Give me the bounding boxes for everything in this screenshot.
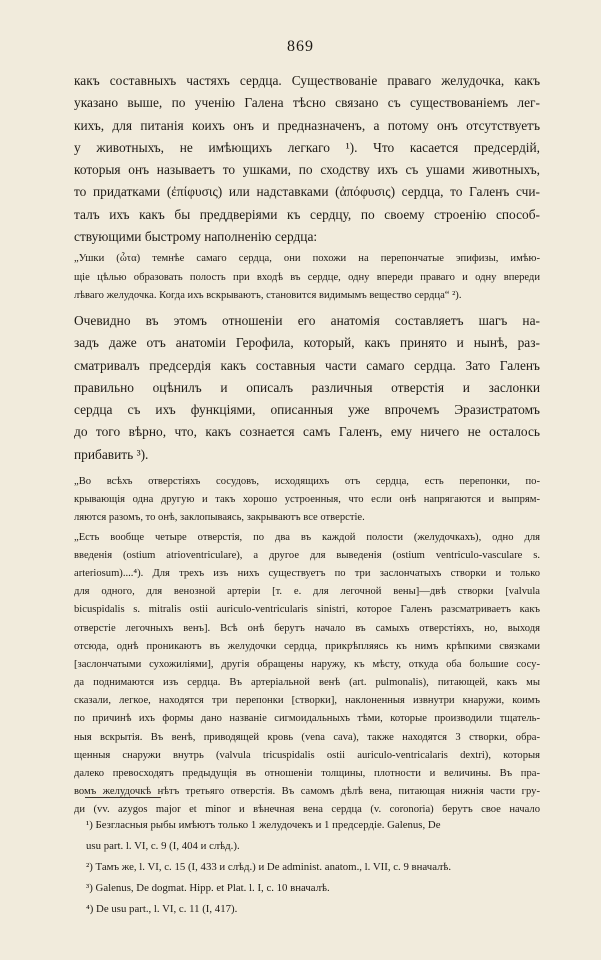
page-number: 869 (287, 38, 314, 55)
text-line: которыя онъ называетъ то ушками, по сходству ихъ съ ушами животныхъ, (74, 162, 540, 178)
footnotes (86, 815, 541, 920)
text-line: указано выше, по ученію Галена тѣсно связано съ существованіемъ лег- (74, 95, 540, 111)
text-line: ныя вскрытія. Въ венѣ, приводящей кровь (vena cava), также находятся 3 створки, обра- (74, 731, 540, 743)
text-line: талъ ихъ какъ бы преддверіями къ сердцу, по своему строенію способ- (74, 206, 540, 222)
footnote-line: usu part. l. VI, c. 9 (I, 404 и слѣд.). (86, 840, 240, 852)
text-line: ствующими быстрому наполненію сердца: (74, 229, 318, 245)
text-line: лѣваго желудочка. Когда ихъ вскрываютъ, становится видимымъ вещество сердца“ ²). (74, 289, 462, 301)
footnote-line: ³) Galenus, De dogmat. Hipp. et Plat. l. I, c. 10 вначалѣ. (86, 882, 330, 894)
text-line: сматривалъ предсердія какъ составныя части самаго сердца. Зато Галенъ (74, 357, 540, 373)
text-line: „Во всѣхъ отверстіяхъ сосудовъ, исходящихъ отъ сердца, есть перепонки, по- (74, 476, 540, 488)
text-line: bicuspidalis s. mitralis ostii auriculo-ventricularis sinistri, которое Галенъ разсматриваетъ какъ (74, 604, 540, 616)
text-line: ди (vv. azygos major et minor и вѣнечная вена сердца (v. coronoria) берутъ свое начало (74, 804, 540, 816)
text-line: „Есть вообще четыре отверстія, по два въ каждой полости (желудочкахъ), одно для (74, 531, 540, 543)
text-line: да поднимаются изъ сердца. Въ артеріальной венѣ (art. pulmonalis), питающей, какъ мы (74, 677, 540, 689)
footnote-line: ¹) Безгласныя рыбы имѣютъ только 1 желудочекъ и 1 предсердіе. Galenus, De (86, 819, 441, 831)
text-line: „Ушки (ὦτα) темнѣе самаго сердца, они похожи на перепончатые эпифизы, имѣю- (74, 253, 540, 265)
text-line: какъ составныхъ частяхъ сердца. Существованіе праваго желудочка, какъ (74, 73, 540, 88)
text-line: кихъ, для питанія коихъ онъ и предназначенъ, а потому онъ отсутствуетъ (74, 117, 540, 133)
paragraph-1 (74, 70, 540, 248)
text-line: задъ даже отъ анатоміи Герофила, который, какъ принято и нынѣ, раз- (74, 335, 540, 351)
text-line: [заслончатыми сухожиліями], другія обращены наружу, къ мѣсту, откуда оба большие сосу- (74, 658, 540, 670)
text-line: отсюда, однѣ проникаютъ въ желудочки сердца, прикрѣпляясь къ нимъ крѣпкими связками (74, 640, 540, 652)
quote-1 (74, 250, 540, 305)
footnote-divider (85, 797, 161, 798)
text-line: щенныя снаружи внутрь (valvula tricuspidalis ostii auriculo-ventricalaris dextri), которыя (74, 749, 540, 761)
text-line: arteriosum)....⁴). Для трехъ изъ нихъ существуетъ по три заслончатыхъ створки и только (74, 567, 540, 579)
text-line: ляются разомъ, то онѣ, заклопываясь, закрываютъ все отверстіе. (74, 512, 365, 524)
text-line: для одного, для венозной артеріи [т. е. для легочной вены]—двѣ створки [valvula (74, 586, 540, 598)
text-line: отверстіе легочныхъ венъ]. Всѣ онѣ берутъ начало въ самыхъ отверстіяхъ, но, выходя (74, 622, 540, 634)
text-line: правильно оцѣнилъ и описалъ различныя отверстія и заслонки (74, 379, 540, 395)
text-line: вомъ желудочкѣ нѣтъ третьяго отверстія. Въ самомъ дѣлѣ вена, питающая нижнія части гру- (74, 786, 540, 798)
text-line: прибавить ³). (74, 446, 149, 462)
text-line: крывающія одна другую и такъ хорошо устроенныя, что если онѣ напрягаются и выпрям- (74, 494, 540, 506)
text-line: Очевидно въ этомъ отношеніи его анатомія составляетъ шагъ на- (74, 312, 540, 328)
quote-3 (74, 529, 540, 820)
text-line: сердца съ ихъ функціями, описанныя уже впрочемъ Эразистратомъ (74, 402, 540, 418)
quote-2 (74, 473, 540, 528)
text-line: далеко превосходятъ предыдущія въ отношеніи толщины, плотности и величины. Въ пра- (74, 768, 540, 780)
paragraph-2 (74, 310, 540, 466)
text-line: у животныхъ, не имѣющихъ легкаго ¹). Что касается предсердій, (74, 139, 540, 155)
text-line: до того вѣрно, что, какъ сознается самъ Галенъ, ему ничего не осталось (74, 424, 540, 440)
text-line: сказали, легкое, находятся три перепонки [створки], наклоненныя извнутри кнаружи, коимъ (74, 695, 540, 707)
main-text (74, 70, 540, 820)
text-line: то придатками (ἐπίφυσις) или надставками (ἀπόφυσις) сердца, то Галенъ счи- (74, 184, 540, 200)
footnote-line: ²) Тамъ же, l. VI, c. 15 (I, 433 и слѣд.) и De administ. anatom., l. VII, c. 9 вначалѣ. (86, 861, 452, 873)
footnote-line: ⁴) De usu part., l. VI, c. 11 (I, 417). (86, 903, 238, 915)
text-line: введенія (ostium atrioventriculare), а другое для выведенія (ostium ventriculo-vasculare s. (74, 549, 540, 561)
text-line: щіе цѣлью образовать полость при входѣ въ сердце, одну впереди праваго и одну впереди (74, 271, 540, 283)
text-line: по причинѣ ихъ формы дано названіе сигмоидальныхъ тѣми, которые производили тщатель- (74, 713, 540, 725)
